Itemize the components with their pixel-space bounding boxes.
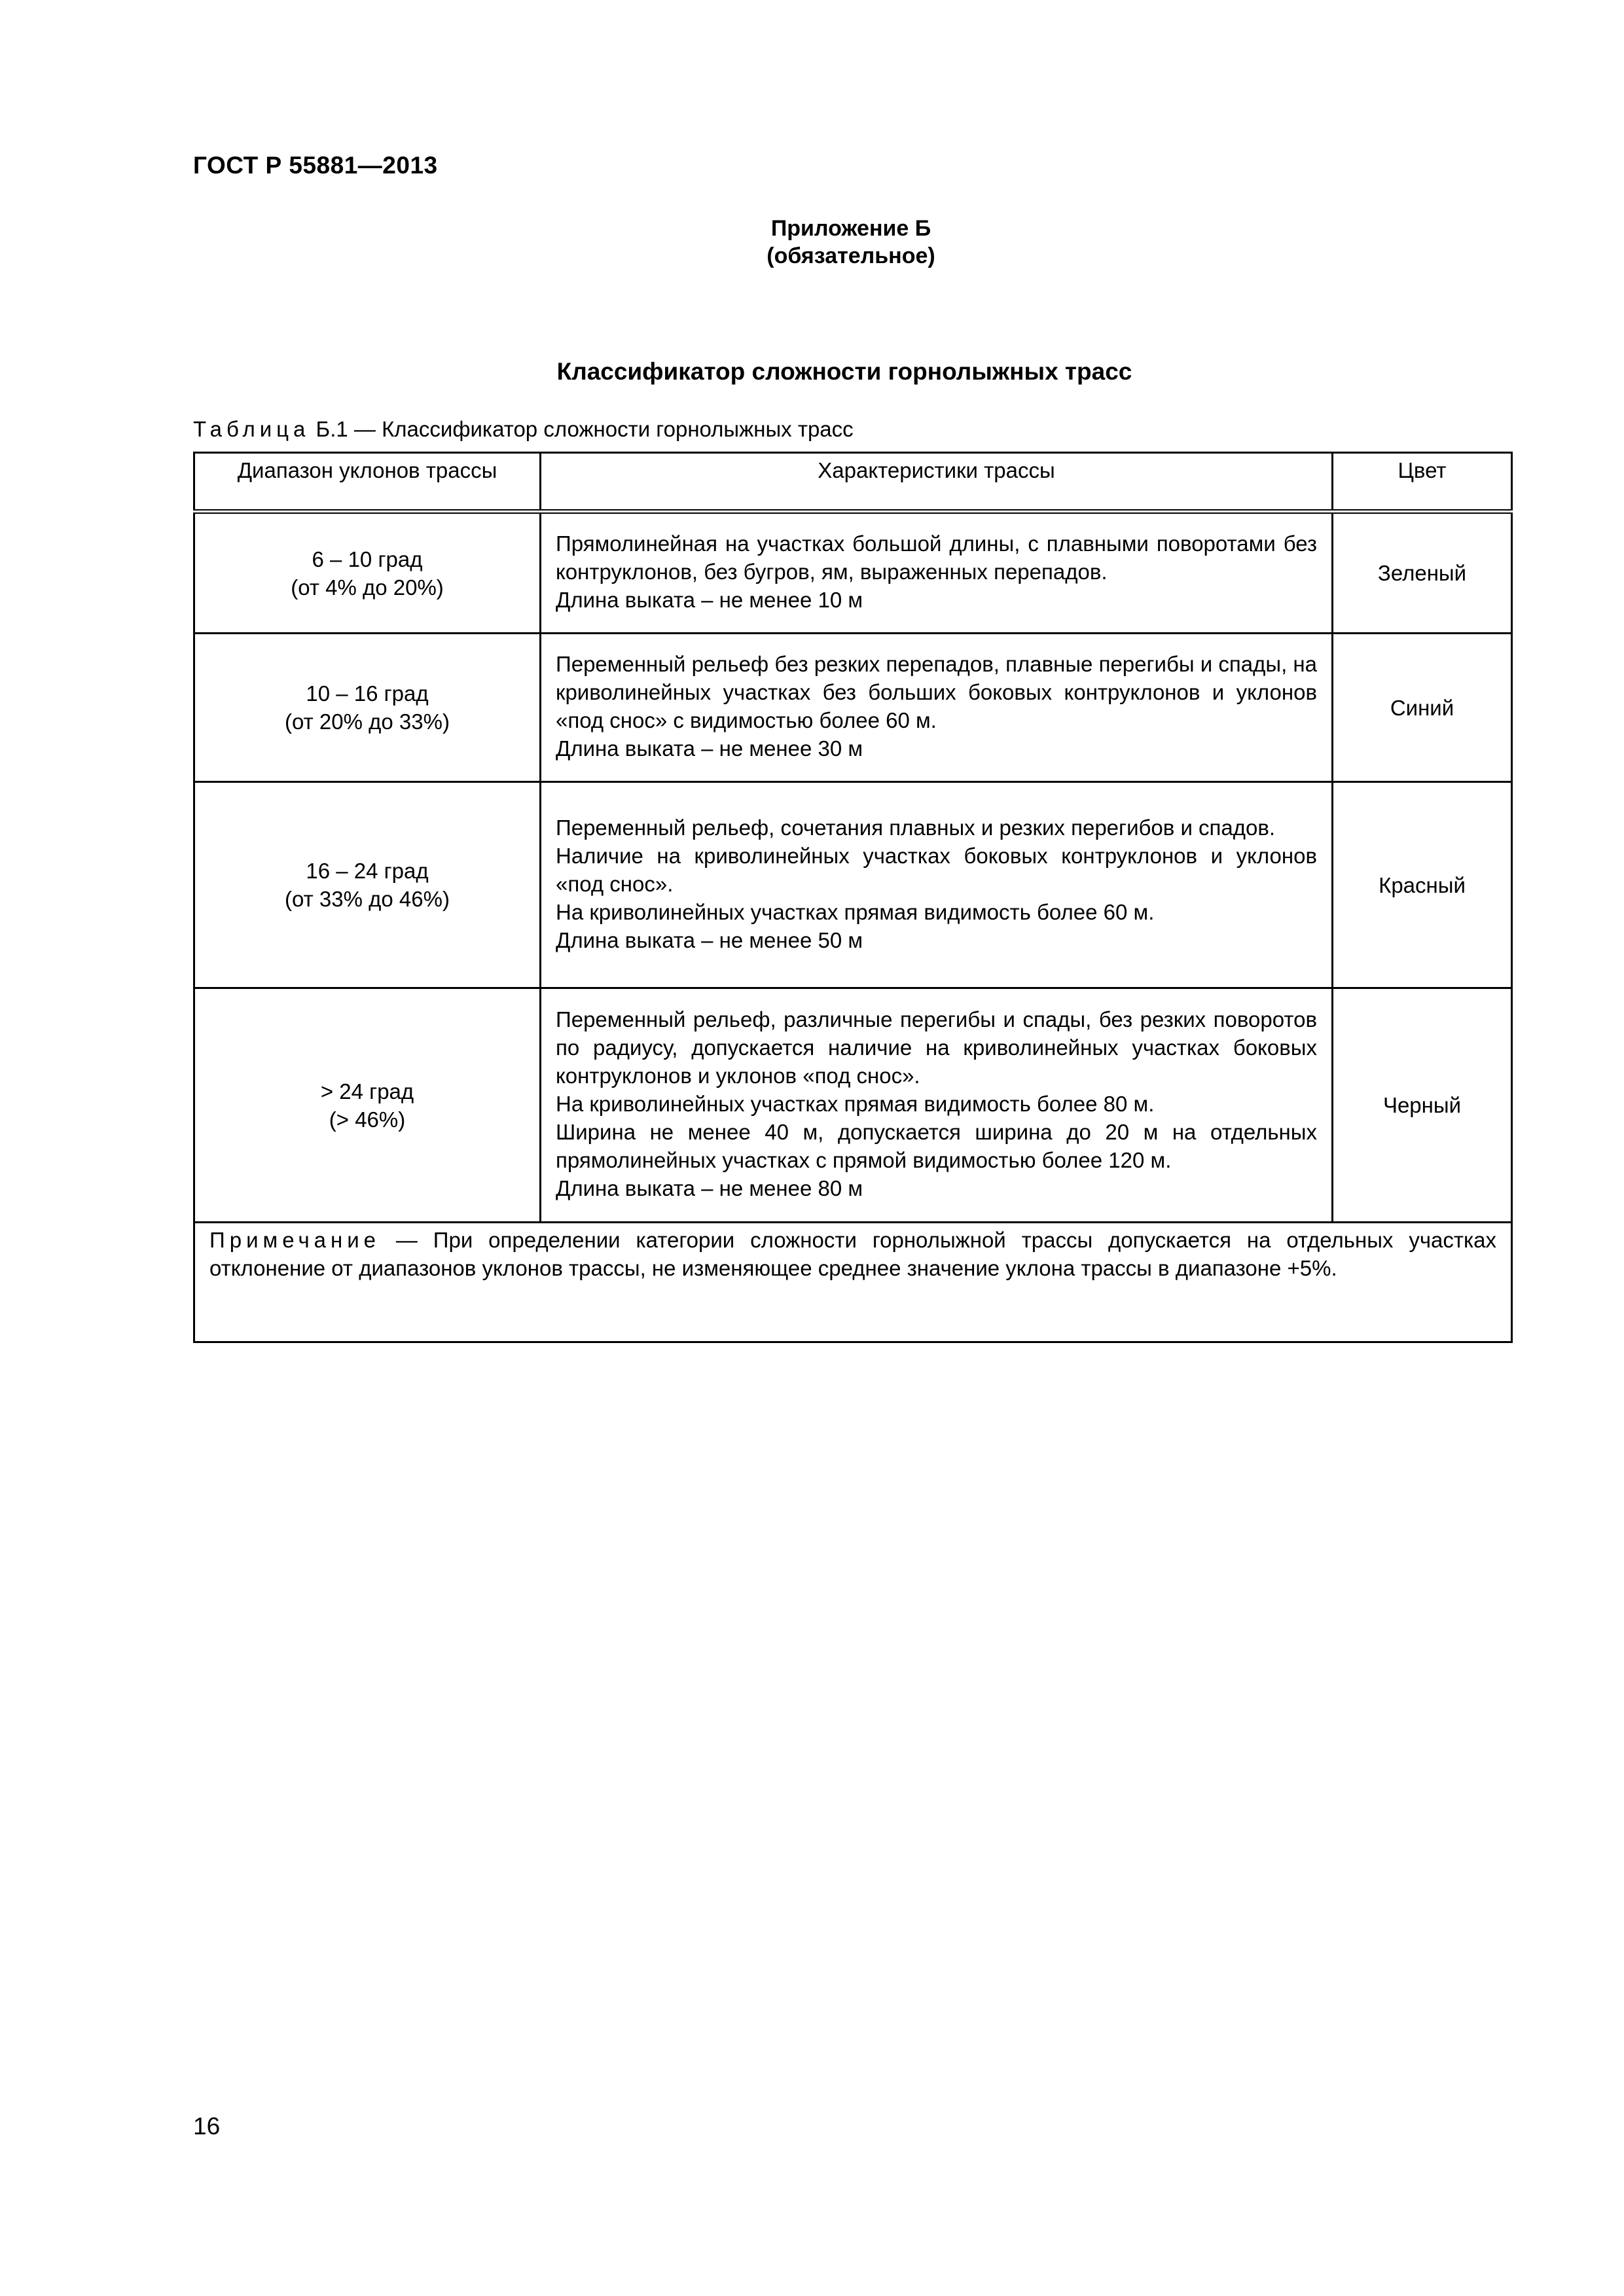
column-header-range: Диапазон уклонов трассы	[194, 453, 541, 512]
characteristic-line: Ширина не менее 40 м, допускается ширина до 20 м на отдельных прямолинейных участках с прямой видимостью более 120 м.	[556, 1120, 1317, 1172]
slope-range-cell	[194, 512, 541, 634]
slope-range-degrees: 16 – 24 град	[306, 859, 429, 883]
characteristics-cell	[541, 512, 1333, 634]
characteristic-line: На криволинейных участках прямая видимость более 80 м.	[556, 1092, 1155, 1116]
characteristic-line: На криволинейных участках прямая видимость более 60 м.	[556, 899, 1155, 924]
note-text: — При определении категории сложности горнолыжной трассы допускается на отдельных участках отклонение от диапазонов уклонов трассы, не изменяющее среднее значение уклона трассы в диапазоне +5%.	[209, 1228, 1496, 1280]
page-number: 16	[193, 2113, 221, 2140]
table-row	[194, 988, 1512, 1223]
appendix-status: (обязательное)	[767, 243, 935, 268]
table-note	[194, 1223, 1512, 1342]
table-note-row	[194, 1223, 1512, 1342]
color-cell: Черный	[1333, 988, 1512, 1223]
slope-range-degrees: 10 – 16 град	[306, 681, 429, 706]
slope-range-cell	[194, 988, 541, 1223]
characteristic-line: Длина выката – не менее 80 м	[556, 1176, 863, 1200]
document-code: ГОСТ Р 55881—2013	[193, 152, 438, 179]
table-header-row	[194, 453, 1512, 512]
slope-range-cell	[194, 782, 541, 988]
characteristic-line: Длина выката – не менее 10 м	[556, 588, 863, 612]
slope-range-cell	[194, 634, 541, 782]
characteristic-line: Длина выката – не менее 50 м	[556, 927, 863, 952]
column-header-characteristics: Характеристики трассы	[541, 453, 1333, 512]
color-cell: Зеленый	[1333, 512, 1512, 634]
note-label: Примечание	[209, 1228, 381, 1252]
table-caption	[193, 417, 854, 442]
slope-range-percent: (от 20% до 33%)	[285, 709, 450, 734]
table-row	[194, 512, 1512, 634]
slope-range-degrees: 6 – 10 град	[312, 547, 423, 571]
characteristic-line: Переменный рельеф, различные перегибы и спады, без резких поворотов по радиусу, допускается наличие на криволинейных участках боковых контруклонов и уклонов «под снос».	[556, 1007, 1317, 1088]
characteristic-line: Переменный рельеф, сочетания плавных и резких перегибов и спадов.	[556, 815, 1276, 840]
table-caption-label: Таблица	[193, 417, 310, 441]
table-caption-text: Б.1 — Классификатор сложности горнолыжных трасс	[310, 417, 854, 441]
appendix-title: Приложение Б	[770, 216, 931, 241]
characteristic-line: Переменный рельеф без резких перепадов, плавные перегибы и спады, на криволинейных участках без больших боковых контруклонов и уклонов «под снос» с видимостью более 60 м.	[556, 652, 1317, 732]
slope-range-percent: (> 46%)	[329, 1107, 406, 1132]
characteristic-line: Длина выката – не менее 30 м	[556, 736, 863, 761]
classifier-table	[193, 452, 1513, 1343]
slope-range-percent: (от 4% до 20%)	[291, 575, 444, 600]
characteristics-cell	[541, 988, 1333, 1223]
characteristics-cell	[541, 782, 1333, 988]
characteristic-line: Наличие на криволинейных участках боковых контруклонов и уклонов «под снос».	[556, 843, 1317, 896]
column-header-color: Цвет	[1333, 453, 1512, 512]
section-title: Классификатор сложности горнолыжных трасс	[556, 358, 1132, 385]
slope-range-percent: (от 33% до 46%)	[285, 887, 450, 911]
characteristics-cell	[541, 634, 1333, 782]
characteristic-line: Прямолинейная на участках большой длины, с плавными поворотами без контруклонов, без бугров, ям, выраженных перепадов.	[556, 531, 1317, 584]
color-cell: Синий	[1333, 634, 1512, 782]
table-row	[194, 634, 1512, 782]
table-row	[194, 782, 1512, 988]
color-cell: Красный	[1333, 782, 1512, 988]
slope-range-degrees: > 24 град	[320, 1079, 414, 1103]
